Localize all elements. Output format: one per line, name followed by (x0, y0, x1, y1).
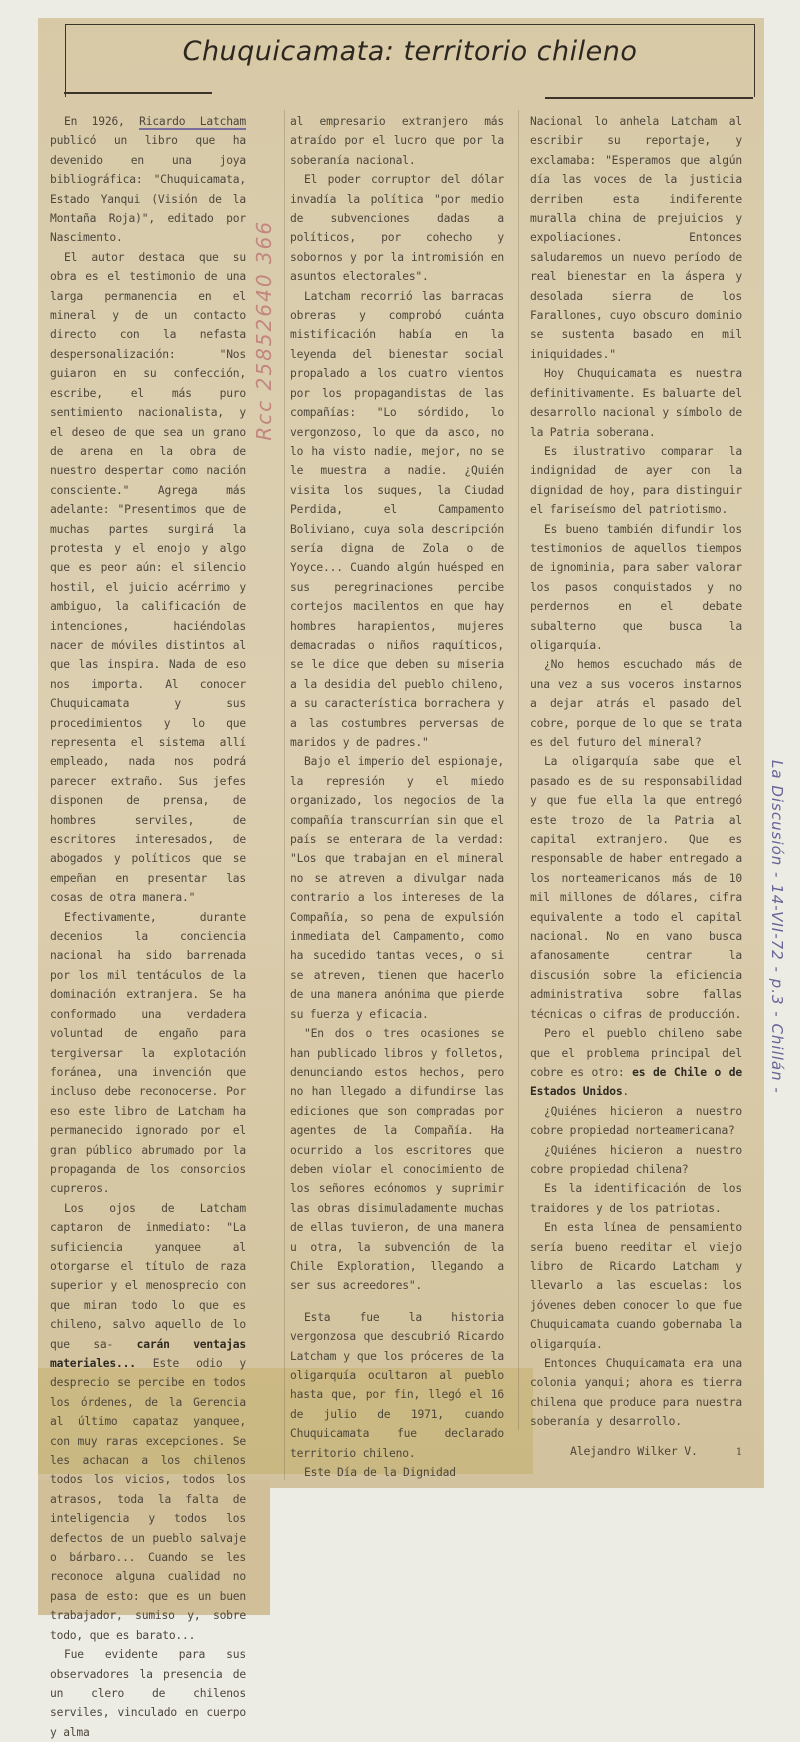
article-column-3 (530, 112, 742, 1462)
article-column-1 (50, 112, 246, 1742)
paragraph: Efectivamente, durante decenios la conciencia nacional ha sido barrenada por los mil tentáculos de la dominación extranjera. Se ha conformado una verdadera voluntad de engaño para tergiversar la explotación foránea, una invención que incluso debe reconocerse. Por eso este libro de Latcham ha permanecido ignorado por el gran público abrumado por la propaganda de los consorcios cupreros. (50, 910, 246, 1196)
author-byline: Alejandro Wilker V. (570, 1443, 698, 1458)
article-footer (530, 1442, 742, 1462)
paragraph: Es la identificación de los traidores y de los patriotas. (530, 1182, 742, 1215)
headline-rule-right (545, 97, 753, 99)
paragraph: Es bueno también difundir los testimonios de aquellos tiempos de ignominia, para saber valorar los pasos conquistados y no perdernos en el debate subalterno que busca la oligarquía. (530, 522, 742, 652)
paragraph: El poder corruptor del dólar invadía la política "por medio de subvenciones dadas a políticos, por cohecho y sobornos y por la intromisión en asuntos electorales". (290, 173, 504, 284)
paragraph: La oligarquía sabe que el pasado es de su responsabilidad y que fue ella la que entregó este trozo de la Patria al capital extranjero. Que es responsable de haber entregado a los norteamericanos más de 10 mil millones de dólares, cifra equivalente a todo el capital nacional. No en vano busca afanosamente centrar la discusión sobre la eficiencia administrativa sobre fallas técnicas o cifras de producción. (530, 755, 742, 1021)
paragraph: Fue evidente para sus observadores la presencia de un clero de chilenos serviles, vinculado en cuerpo y alma (50, 1648, 246, 1739)
paragraph: ¿Quiénes hicieron a nuestro cobre propiedad norteamericana? (530, 1104, 742, 1138)
column-divider (518, 110, 519, 1430)
paragraph-lead: En 1926, (64, 115, 140, 128)
paragraph: Es ilustrativo comparar la indignidad de ayer con la dignidad de hoy, para distinguir el fariseísmo del patriotismo. (530, 444, 742, 517)
paragraph (50, 112, 246, 248)
catalog-number: 640 366 (252, 220, 276, 317)
underlined-name: Ricardo Latcham (139, 115, 246, 128)
article-column-2 (290, 112, 504, 1482)
paragraph: Latcham recorrió las barracas obreras y comprobó cuánta mistificación había en la leyenda del bienestar social propalado a los cuatro vientos por los propagandistas de las compañías: "Lo sórdido, lo vergonzoso, lo que da asco, no lo ha visto nadie, mejor, no se le muestra a nadie. ¿Quién visita los suques, la Ciudad Perdida, el Campamento Boliviano, cuya sola descripción sería digna de Zola o de Yoyce... Cuando algún huésped en sus peregrinaciones percibe cortejos macilentos en que hay hombres harapientos, mujeres demacradas o niños raquíticos, se le dice que deben su miseria a la desidia del pueblo chileno, a su característica borrachera y a las costumbres perversas de maridos y de padres." (290, 289, 504, 749)
paragraph: "En dos o tres ocasiones se han publicado libros y folletos, denunciando estos hechos, pero no han llegado a difundirse las ediciones que son compradas por agentes de la Compañía. Ha ocurrido a los escritores que deben violar el conocimiento de los señores ecónomos y suprimir las obras disimuladamente muchas de ellas tuvieron, de una manera u otra, la subvención de la Chile Exploration, llegando a ser sus acreedores". (290, 1027, 504, 1293)
article-title: Chuquicamata: territorio chileno (182, 36, 638, 67)
catalog-number: Rcc 25852 (252, 316, 276, 441)
paragraph: Esta fue la historia vergonzosa que descubrió Ricardo Latcham y que los próceres de la oligarquía ocultaron al pueblo hasta que, por fin, llegó el 16 de julio de 1971, cuando Chuquicamata fue declarado territorio chileno. (290, 1310, 504, 1460)
paragraph: Nacional lo anhela Latcham al escribir su reportaje, y exclamaba: "Esperamos que algún día las voces de la justicia derriben esta indiferente muralla china de prejuicios y expoliaciones. Entonces saludaremos un nuevo período de real bienestar en la áspera y desolada sierra de los Farallones, cuyo obscuro dominio se sustenta basado en mil iniquidades." (530, 115, 742, 361)
paragraph: ¿No hemos escuchado más de una vez a sus voceros instarnos a dejar atrás el pasado del cobre, porque de lo que se trata es del futuro del mineral? (530, 658, 742, 749)
paragraph: El autor destaca que su obra es el testimonio de una larga permanencia en el mineral y de un contacto directo con la nefasta despersonalización: "Nos guiaron en su confección, escribe, el más puro sentimiento nacionalista, y el deseo de que sea un grano de arena en la obra de nuestro despertar como nación consciente." Agrega más adelante: "Presentimos que de muchas partes surgirá la protesta y el enojo y algo que es peor aún: el silencio hostil, el juicio acérrimo y ambiguo, la calificación de intenciones, haciéndolas nacer de móviles distintos al que las inspira. Nada de eso nos importa. Al conocer Chuquicamata y sus procedimientos y lo que representa el sistema allí empleado, nada nos podrá parecer extraño. Sus jefes disponen de prensa, de hombres serviles, de escritores interesados, de abogados y políticos que se empeñan en presentar las cosas de otra manera." (50, 250, 246, 905)
paragraph: Este Día de la Dignidad (304, 1466, 456, 1480)
paragraph-text: Pero el pueblo chileno sabe que el problema principal del cobre es otro: (530, 1027, 742, 1079)
paragraph: Entonces Chuquicamata era una colonia yanqui; ahora es tierra chilena que produce para nuestra soberanía y desarrollo. (530, 1357, 742, 1429)
paragraph (530, 1024, 742, 1102)
paragraph: En esta línea de pensamiento sería bueno reeditar el viejo libro de Ricardo Latcham y llevarlo a las escuelas: los jóvenes deben conocer lo que fue Chuquicamata cuando gobernaba la oligarquía. (530, 1221, 742, 1351)
paragraph-text: . (622, 1085, 630, 1099)
bold-phrase: carán ventajas materiales... (50, 1337, 247, 1370)
red-pencil-catalog-numbers (252, 190, 286, 441)
handwritten-source-note: La Discusión - 14-VII-72 - p.3 - Chillán - (768, 760, 786, 1094)
paragraph: Bajo el imperio del espionaje, la represión y el miedo organizado, los negocios de la compañía transcurrían sin que el país se enterara de la verdad: "Los que trabajan en el mineral no se atreven a divulgar nada contrario a los intereses de la Compañía, so pena de expulsión inmediata del Campamento, como ha sucedido tantas veces, o si se atreven, tienen que hacerlo de una manera anónima que pierde su fuerza y eficacia. (290, 755, 504, 1021)
paragraph-text: Este odio y desprecio se percibe en todos los órdenes, de la Gerencia al último capataz yanquee, con muy raras excepciones. Se les achacan a los chilenos todos los vicios, todos los atrasos, toda la falta de inteligencia y todos los defectos de un pueblo salvaje o bárbaro... Cuando se les reconoce alguna cualidad no pasa de esto: que es un buen trabajador, sumiso y, sobre todo, que es barato... (50, 1357, 246, 1642)
paragraph: al empresario extranjero más atraído por el lucro que por la soberanía nacional. (290, 115, 504, 167)
paragraph: ¿Quiénes hicieron a nuestro cobre propiedad chilena? (530, 1143, 742, 1176)
bold-phrase: es de Chile o de Estados Unidos (530, 1065, 742, 1099)
page-mark: 1 (735, 1446, 742, 1458)
paragraph: Hoy Chuquicamata es nuestra definitivamente. Es baluarte del desarrollo nacional y símbolo de la Patria soberana. (530, 367, 742, 439)
headline-rule-left (64, 92, 212, 94)
paragraph (50, 1199, 246, 1645)
paragraph-text: Los ojos de Latcham captaron de inmediato: "La suficiencia yanquee al otorgarse el título de raza superior y el menosprecio con que miran todo lo que es chileno, salvo aquello de lo que sa- (50, 1201, 246, 1351)
paragraph-text: publicó un libro que ha devenido en una joya bibliográfica: "Chuquicamata, Estado Yanqui (Visión de la Montaña Roja)", editado por Nascimento. (50, 134, 246, 245)
